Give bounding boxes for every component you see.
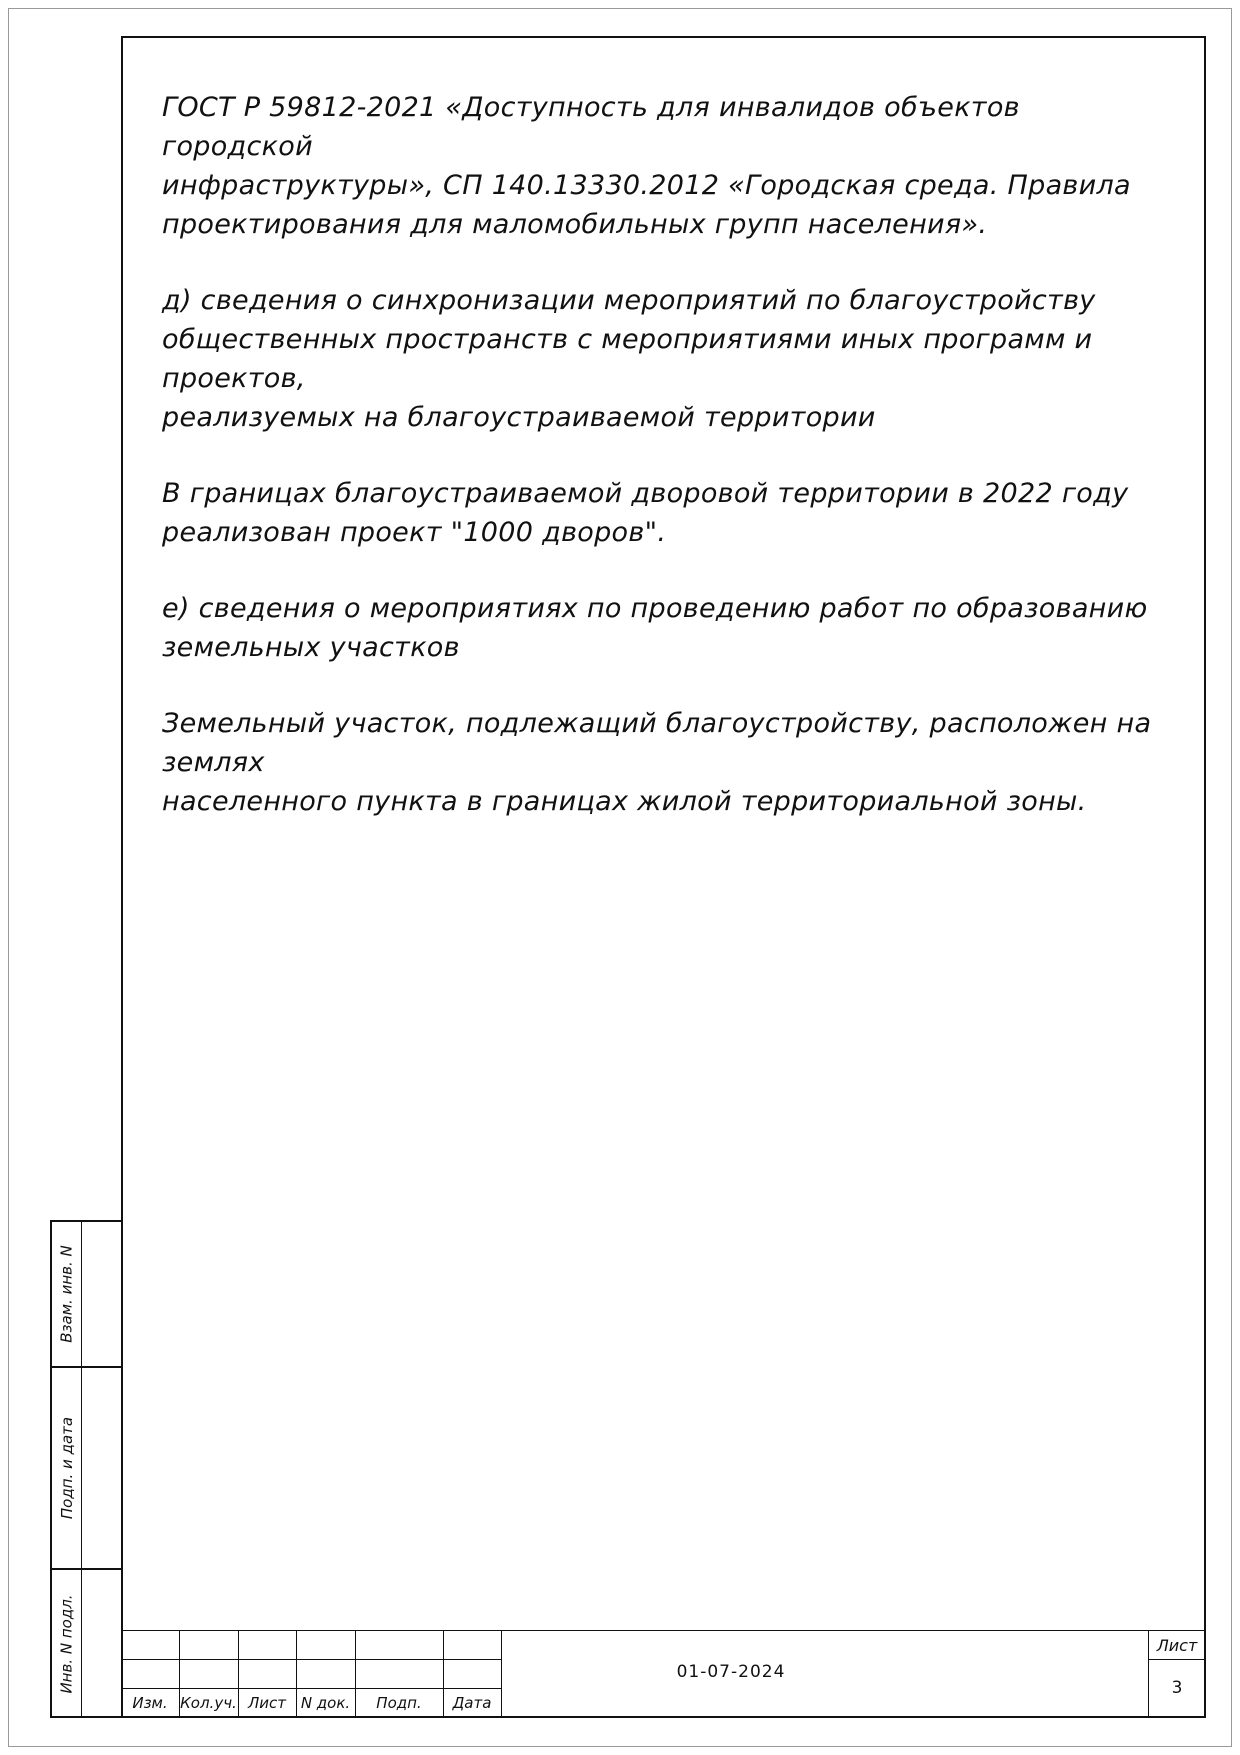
label-podp: Подп.: [376, 1694, 422, 1712]
label-kol-uch: Кол.уч.: [180, 1694, 237, 1712]
side-stamp: [50, 1220, 121, 1718]
paragraph-project-info: В границах благоустраиваемой дворовой территории в 2022 году реализован проект "1000 дворов".: [162, 478, 1129, 548]
paragraph-section-d: д) сведения о синхронизации мероприятий по благоустройству общественных пространств с мероприятиями иных программ и проектов, реализуемых на благоустраиваемой территории: [162, 285, 1096, 433]
paragraph-land-plot: Земельный участок, подлежащий благоустройству, расположен на землях населенного пункта в границах жилой территориальной зоны.: [162, 708, 1152, 817]
label-list: Лист: [247, 1694, 286, 1712]
label-data: Дата: [452, 1694, 492, 1712]
sheet-label: Лист: [1156, 1636, 1198, 1655]
side-stamp-inv-podl: Инв. N подл.: [58, 1594, 77, 1694]
paragraph-standards: ГОСТ Р 59812-2021 «Доступность для инвалидов объектов городской инфраструктуры», СП 140.13330.2012 «Городская среда. Правила проектирования для маломобильных групп населения».: [162, 92, 1131, 240]
side-stamp-vzam-inv: Взам. инв. N: [58, 1245, 76, 1343]
sheet-number: 3: [1171, 1678, 1183, 1698]
title-block: [121, 1630, 1206, 1718]
label-izm: Изм.: [132, 1694, 168, 1712]
side-stamp-podp-data: Подп. и дата: [58, 1416, 76, 1520]
document-body: [162, 88, 1172, 858]
document-date: 01-07-2024: [676, 1662, 786, 1682]
paragraph-section-e: е) сведения о мероприятиях по проведению работ по образованию земельных участков: [162, 593, 1148, 663]
label-n-dok: N док.: [300, 1694, 351, 1712]
